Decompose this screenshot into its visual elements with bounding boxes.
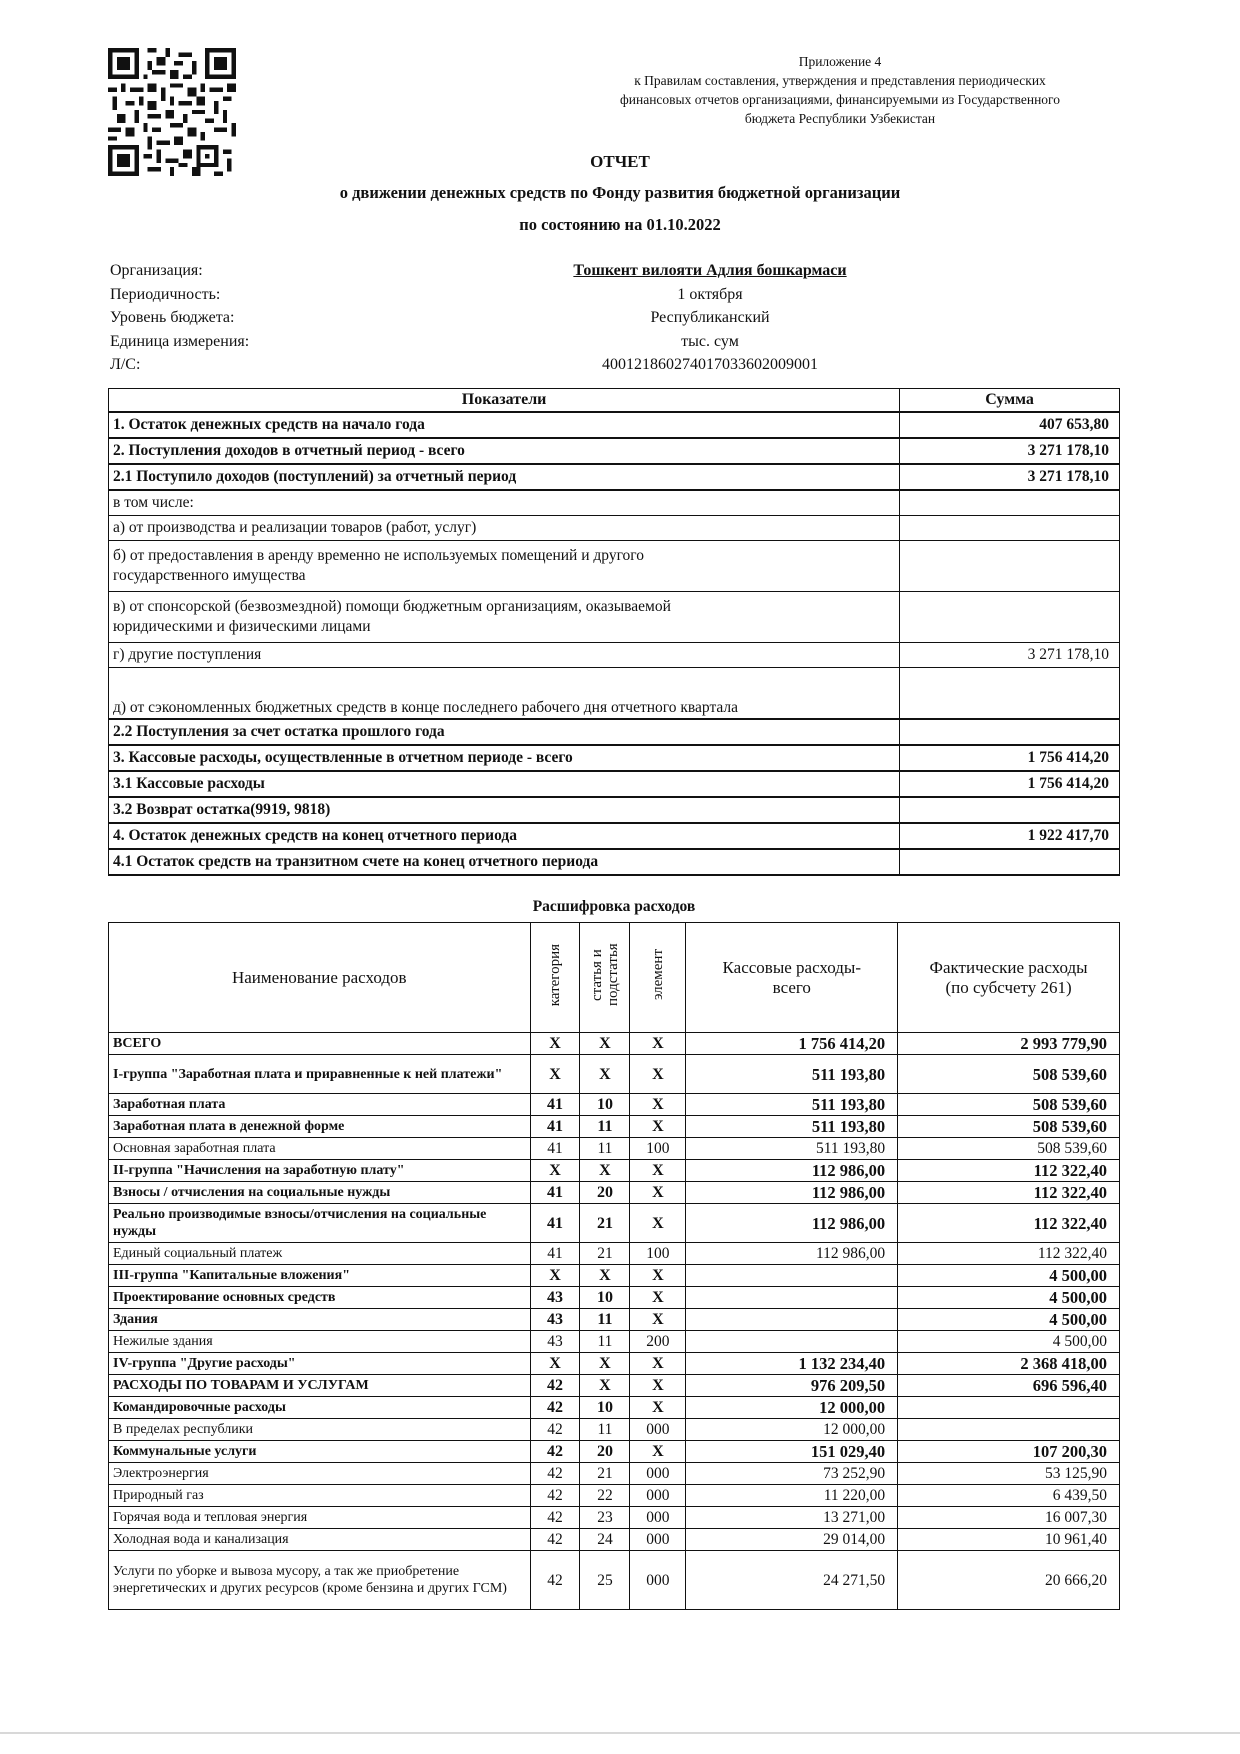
row-category: 43 [530, 1331, 580, 1353]
info-row-account [110, 356, 1120, 380]
row-expense-name: Реально производимые взносы/отчисления на социальные нужды [109, 1204, 531, 1243]
table-row [109, 849, 1120, 875]
unit-label: Единица измерения: [110, 332, 250, 350]
row-expense-name: Холодная вода и канализация [109, 1529, 531, 1551]
row-amount: 3 271 178,10 [900, 438, 1120, 464]
row-cash-amount: 511 193,80 [686, 1138, 898, 1160]
table-row [109, 438, 1120, 464]
row-element: X [630, 1204, 686, 1243]
row-expense-name: Коммунальные услуги [109, 1441, 531, 1463]
row-element: 100 [630, 1138, 686, 1160]
row-article: 21 [580, 1204, 630, 1243]
row-amount [900, 719, 1120, 745]
row-label: 2.2 Поступления за счет остатка прошлого года [109, 719, 900, 745]
column-header-actual-expenses [898, 923, 1120, 1033]
row-cash-amount: 24 271,50 [686, 1551, 898, 1610]
row-cash-amount: 1 132 234,40 [686, 1353, 898, 1375]
row-element: 000 [630, 1485, 686, 1507]
info-row-unit [110, 333, 1120, 357]
column-header-indicators: Показатели [109, 389, 900, 413]
row-cash-amount [686, 1287, 898, 1309]
row-expense-name: Здания [109, 1309, 531, 1331]
row-category: 42 [530, 1529, 580, 1551]
row-actual-amount: 10 961,40 [898, 1529, 1120, 1551]
table-row [109, 1182, 1120, 1204]
row-amount: 1 756 414,20 [900, 771, 1120, 797]
row-expense-name: II-группа "Начисления на заработную плату" [109, 1160, 531, 1182]
row-amount: 1 756 414,20 [900, 745, 1120, 771]
row-category: 43 [530, 1287, 580, 1309]
row-category: 42 [530, 1507, 580, 1529]
row-article: X [580, 1353, 630, 1375]
row-category: 42 [530, 1375, 580, 1397]
row-label: г) другие поступления [109, 643, 900, 668]
row-article: 24 [580, 1529, 630, 1551]
table-row [109, 1265, 1120, 1287]
row-expense-name: Взносы / отчисления на социальные нужды [109, 1182, 531, 1204]
row-amount [900, 541, 1120, 592]
periodicity-label: Периодичность: [110, 285, 221, 303]
row-expense-name: I-группа "Заработная плата и приравненные к ней платежи" [109, 1055, 531, 1094]
table-row [109, 1116, 1120, 1138]
row-cash-amount: 112 986,00 [686, 1243, 898, 1265]
row-element: 000 [630, 1419, 686, 1441]
row-article: 22 [580, 1485, 630, 1507]
row-expense-name: Основная заработная плата [109, 1138, 531, 1160]
table-row [109, 1507, 1120, 1529]
table-row [109, 1397, 1120, 1419]
row-element: X [630, 1287, 686, 1309]
report-subtitle: о движении денежных средств по Фонду развития бюджетной организации [339, 183, 901, 202]
info-row-organization [110, 262, 1120, 286]
row-category: 42 [530, 1441, 580, 1463]
column-header-line: (по субсчету 261) [945, 977, 1072, 997]
row-category: X [530, 1265, 580, 1287]
row-actual-amount: 2 368 418,00 [898, 1353, 1120, 1375]
row-category: X [530, 1353, 580, 1375]
row-actual-amount [898, 1419, 1120, 1441]
row-expense-name: Нежилые здания [109, 1331, 531, 1353]
row-actual-amount: 508 539,60 [898, 1138, 1120, 1160]
table-row [109, 412, 1120, 438]
column-header-line: Кассовые расходы- [722, 957, 862, 977]
row-category: 41 [530, 1204, 580, 1243]
row-actual-amount: 4 500,00 [898, 1287, 1120, 1309]
row-actual-amount: 112 322,40 [898, 1243, 1120, 1265]
row-article: 11 [580, 1419, 630, 1441]
column-header-category [530, 923, 580, 1033]
row-cash-amount: 12 000,00 [686, 1397, 898, 1419]
row-article: 11 [580, 1116, 630, 1138]
row-article: 25 [580, 1551, 630, 1610]
table-row [109, 490, 1120, 516]
appendix-number: Приложение 4 [798, 54, 882, 69]
periodicity-value: 1 октября [677, 285, 743, 303]
column-header-line: Фактические расходы [929, 957, 1088, 977]
table-row [109, 1287, 1120, 1309]
row-cash-amount: 13 271,00 [686, 1507, 898, 1529]
organization-label: Организация: [110, 262, 203, 279]
organization-info [110, 262, 1120, 380]
row-cash-amount: 29 014,00 [686, 1529, 898, 1551]
table-row [109, 643, 1120, 668]
row-article: 11 [580, 1331, 630, 1353]
row-cash-amount [686, 1309, 898, 1331]
info-row-periodicity [110, 286, 1120, 310]
row-amount [900, 668, 1120, 720]
table-row [109, 1551, 1120, 1610]
row-cash-amount: 112 986,00 [686, 1204, 898, 1243]
row-expense-name: IV-группа "Другие расходы" [109, 1353, 531, 1375]
row-label: 2. Поступления доходов в отчетный период - всего [109, 438, 900, 464]
column-header-element [630, 923, 686, 1033]
row-cash-amount: 1 756 414,20 [686, 1033, 898, 1055]
row-expense-name: Проектирование основных средств [109, 1287, 531, 1309]
table-row [109, 1375, 1120, 1397]
account-value: 400121860274017033602009001 [602, 356, 818, 373]
row-element: X [630, 1265, 686, 1287]
cash-flow-summary-table [108, 388, 1120, 876]
row-label-line: государственного имущества [113, 567, 306, 584]
row-actual-amount: 696 596,40 [898, 1375, 1120, 1397]
row-label: 3.1 Кассовые расходы [109, 771, 900, 797]
row-actual-amount: 112 322,40 [898, 1204, 1120, 1243]
row-element: 000 [630, 1463, 686, 1485]
row-actual-amount: 16 007,30 [898, 1507, 1120, 1529]
row-actual-amount: 112 322,40 [898, 1182, 1120, 1204]
row-actual-amount: 508 539,60 [898, 1116, 1120, 1138]
column-header-article [580, 923, 630, 1033]
table-row [109, 516, 1120, 541]
budget-level-value: Республиканский [650, 309, 770, 326]
report-date: по состоянию на 01.10.2022 [519, 215, 721, 234]
appendix-rules-line: к Правилам составления, утверждения и представления периодических [634, 73, 1046, 88]
row-element: X [630, 1353, 686, 1375]
row-label-line: в) от спонсорской (безвозмездной) помощи бюджетным организациям, оказываемой [113, 598, 671, 615]
row-cash-amount: 976 209,50 [686, 1375, 898, 1397]
row-article: 11 [580, 1138, 630, 1160]
table-header-row [109, 389, 1120, 413]
row-element: X [630, 1094, 686, 1116]
row-element: 100 [630, 1243, 686, 1265]
row-element: 000 [630, 1529, 686, 1551]
row-label [109, 541, 900, 592]
appendix-header [560, 52, 1120, 128]
row-element: X [630, 1182, 686, 1204]
row-expense-name: Командировочные расходы [109, 1397, 531, 1419]
row-cash-amount: 12 000,00 [686, 1419, 898, 1441]
row-expense-name: Услуги по уборке и вывоза мусору, а так же приобретение энергетических и других ресурсов (кроме бензина и других ГСМ) [109, 1551, 531, 1610]
row-element: 000 [630, 1551, 686, 1610]
row-article: X [580, 1375, 630, 1397]
row-expense-name: Горячая вода и тепловая энергия [109, 1507, 531, 1529]
column-header-expense-name: Наименование расходов [109, 923, 531, 1033]
row-actual-amount: 112 322,40 [898, 1160, 1120, 1182]
row-article: 10 [580, 1287, 630, 1309]
row-expense-name: Электроэнергия [109, 1463, 531, 1485]
row-category: 41 [530, 1094, 580, 1116]
row-category: X [530, 1160, 580, 1182]
budget-level-label: Уровень бюджета: [110, 309, 235, 326]
unit-value: тыс. сум [681, 332, 739, 350]
table-row [109, 1243, 1120, 1265]
row-amount: 1 922 417,70 [900, 823, 1120, 849]
row-element: X [630, 1160, 686, 1182]
row-category: 43 [530, 1309, 580, 1331]
row-element: X [630, 1309, 686, 1331]
row-cash-amount: 112 986,00 [686, 1160, 898, 1182]
report-title: ОТЧЕТ [590, 152, 650, 171]
row-category: 42 [530, 1419, 580, 1441]
row-article: 21 [580, 1243, 630, 1265]
row-amount: 3 271 178,10 [900, 643, 1120, 668]
row-amount: 407 653,80 [900, 412, 1120, 438]
row-article: 21 [580, 1463, 630, 1485]
row-category: X [530, 1033, 580, 1055]
table-row [109, 771, 1120, 797]
row-cash-amount: 511 193,80 [686, 1055, 898, 1094]
table-row [109, 823, 1120, 849]
table-row [109, 719, 1120, 745]
row-amount [900, 490, 1120, 516]
row-cash-amount [686, 1331, 898, 1353]
scan-edge-line [0, 1732, 1240, 1734]
table-row [109, 1463, 1120, 1485]
account-label: Л/С: [110, 356, 141, 373]
row-cash-amount: 73 252,90 [686, 1463, 898, 1485]
row-expense-name: РАСХОДЫ ПО ТОВАРАМ И УСЛУГАМ [109, 1375, 531, 1397]
row-amount [900, 516, 1120, 541]
row-cash-amount [686, 1265, 898, 1287]
table-row [109, 1033, 1120, 1055]
row-actual-amount: 508 539,60 [898, 1055, 1120, 1094]
row-expense-name: В пределах республики [109, 1419, 531, 1441]
row-label: 3.2 Возврат остатка(9919, 9818) [109, 797, 900, 823]
row-article: 23 [580, 1507, 630, 1529]
row-label-line: б) от предоставления в аренду временно не используемых помещений и другого [113, 547, 645, 564]
table-row [109, 1353, 1120, 1375]
row-label [109, 592, 900, 643]
table-row [109, 1419, 1120, 1441]
row-article: X [580, 1033, 630, 1055]
row-cash-amount: 112 986,00 [686, 1182, 898, 1204]
row-article: 20 [580, 1441, 630, 1463]
row-element: 200 [630, 1331, 686, 1353]
column-header-category-text: категория [546, 943, 563, 1007]
appendix-rules-line: бюджета Республики Узбекистан [744, 111, 936, 126]
row-article: X [580, 1055, 630, 1094]
table-row [109, 1309, 1120, 1331]
table-row [109, 1441, 1120, 1463]
row-label-line: юридическими и физическими лицами [113, 618, 371, 635]
row-actual-amount: 53 125,90 [898, 1463, 1120, 1485]
row-article: 10 [580, 1094, 630, 1116]
info-row-budget-level [110, 309, 1120, 333]
row-actual-amount: 20 666,20 [898, 1551, 1120, 1610]
table-row [109, 1160, 1120, 1182]
row-amount: 3 271 178,10 [900, 464, 1120, 490]
column-header-article-text: статья и подстатья [588, 943, 621, 1007]
table-row [109, 668, 1120, 720]
row-expense-name: Природный газ [109, 1485, 531, 1507]
row-article: X [580, 1160, 630, 1182]
row-element: X [630, 1116, 686, 1138]
row-category: X [530, 1055, 580, 1094]
row-expense-name: Заработная плата [109, 1094, 531, 1116]
row-amount [900, 849, 1120, 875]
row-actual-amount: 6 439,50 [898, 1485, 1120, 1507]
row-label: а) от производства и реализации товаров (работ, услуг) [109, 516, 900, 541]
row-category: 42 [530, 1551, 580, 1610]
row-cash-amount: 511 193,80 [686, 1116, 898, 1138]
row-label: 3. Кассовые расходы, осуществленные в отчетном периоде - всего [109, 745, 900, 771]
row-actual-amount: 4 500,00 [898, 1265, 1120, 1287]
row-article: 20 [580, 1182, 630, 1204]
table-row [109, 745, 1120, 771]
row-category: 42 [530, 1485, 580, 1507]
row-actual-amount: 107 200,30 [898, 1441, 1120, 1463]
row-actual-amount: 4 500,00 [898, 1309, 1120, 1331]
row-cash-amount: 151 029,40 [686, 1441, 898, 1463]
row-element: X [630, 1055, 686, 1094]
row-category: 41 [530, 1116, 580, 1138]
column-header-element-text: элемент [649, 949, 666, 1001]
row-actual-amount: 508 539,60 [898, 1094, 1120, 1116]
breakdown-body [109, 1033, 1120, 1610]
row-article: X [580, 1265, 630, 1287]
row-expense-name: III-группа "Капитальные вложения" [109, 1265, 531, 1287]
row-category: 41 [530, 1243, 580, 1265]
row-label: в том числе: [109, 490, 900, 516]
table-row [109, 464, 1120, 490]
table-header-row [109, 923, 1120, 1033]
column-header-cash-expenses [686, 923, 898, 1033]
row-cash-amount: 511 193,80 [686, 1094, 898, 1116]
row-category: 42 [530, 1397, 580, 1419]
table-row [109, 541, 1120, 592]
row-category: 41 [530, 1182, 580, 1204]
table-row [109, 1331, 1120, 1353]
row-actual-amount: 4 500,00 [898, 1331, 1120, 1353]
row-element: X [630, 1375, 686, 1397]
row-cash-amount: 11 220,00 [686, 1485, 898, 1507]
row-actual-amount: 2 993 779,90 [898, 1033, 1120, 1055]
breakdown-caption: Расшифровка расходов [532, 898, 696, 915]
appendix-rules-line: финансовых отчетов организациями, финансируемыми из Государственного [620, 92, 1060, 107]
table-row [109, 1094, 1120, 1116]
table-row [109, 1138, 1120, 1160]
row-element: 000 [630, 1507, 686, 1529]
report-title-block [140, 150, 1100, 236]
row-article: 11 [580, 1309, 630, 1331]
row-expense-name: ВСЕГО [109, 1033, 531, 1055]
row-label: 4.1 Остаток средств на транзитном счете на конец отчетного периода [109, 849, 900, 875]
row-element: X [630, 1441, 686, 1463]
column-header-line: всего [772, 977, 811, 997]
row-label: 4. Остаток денежных средств на конец отчетного периода [109, 823, 900, 849]
row-element: X [630, 1397, 686, 1419]
row-expense-name: Единый социальный платеж [109, 1243, 531, 1265]
table-row [109, 1204, 1120, 1243]
row-label: д) от сэкономленных бюджетных средств в конце последнего рабочего дня отчетного квартала [109, 668, 900, 720]
row-amount [900, 797, 1120, 823]
table-row [109, 1055, 1120, 1094]
row-amount [900, 592, 1120, 643]
table-row [109, 1529, 1120, 1551]
table-row [109, 592, 1120, 643]
row-expense-name: Заработная плата в денежной форме [109, 1116, 531, 1138]
row-actual-amount [898, 1397, 1120, 1419]
row-category: 41 [530, 1138, 580, 1160]
row-article: 10 [580, 1397, 630, 1419]
table-row [109, 797, 1120, 823]
row-label: 2.1 Поступило доходов (поступлений) за отчетный период [109, 464, 900, 490]
row-category: 42 [530, 1463, 580, 1485]
column-header-sum: Сумма [900, 389, 1120, 413]
row-element: X [630, 1033, 686, 1055]
expense-breakdown-table [108, 922, 1120, 1610]
row-label: 1. Остаток денежных средств на начало года [109, 412, 900, 438]
table-row [109, 1485, 1120, 1507]
organization-value: Тошкент вилояти Адлия бошкармаси [573, 262, 847, 279]
